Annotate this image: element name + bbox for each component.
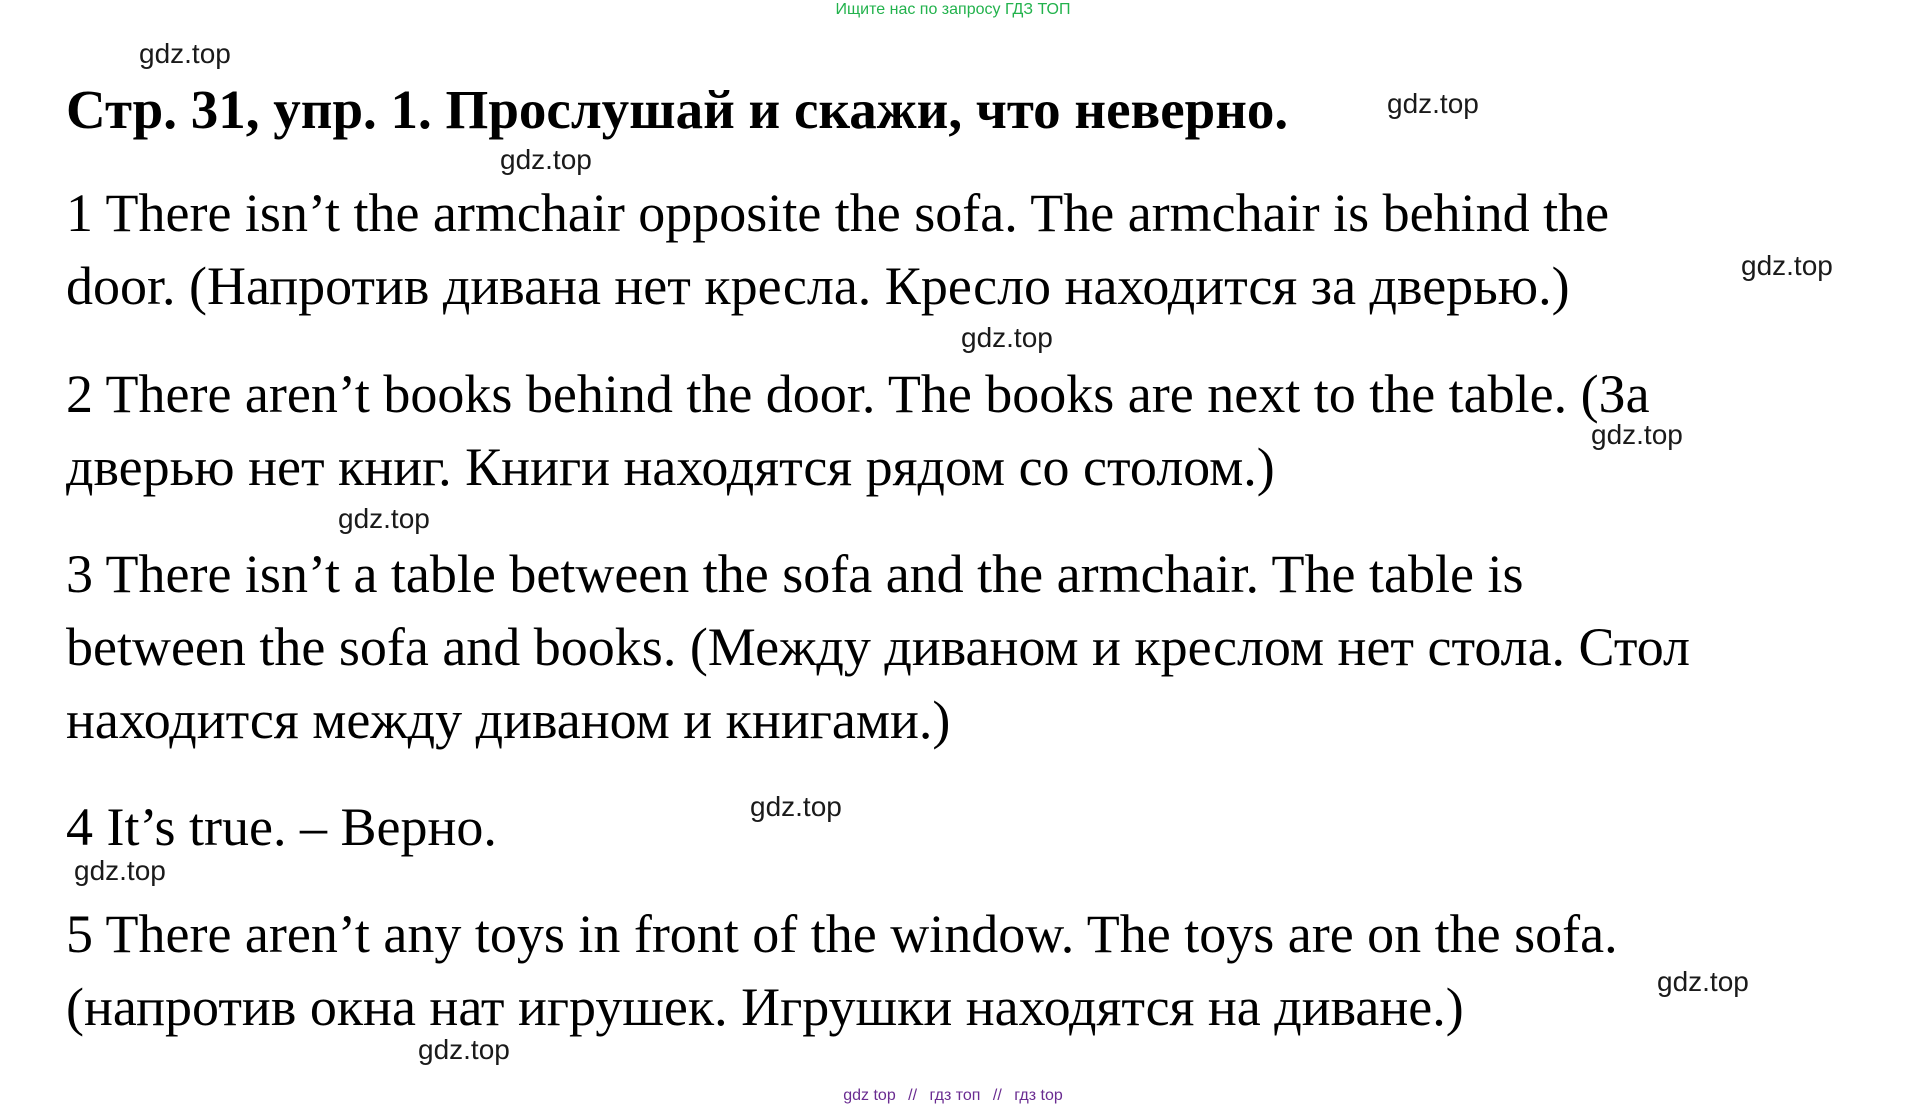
- footer-links: [0, 1087, 1906, 1105]
- answer-3-line-1: 3 There isn’t a table between the sofa and the armchair. The table is: [66, 544, 1524, 604]
- watermark: gdz.top: [1591, 419, 1683, 450]
- answer-2-line-1: 2 There aren’t books behind the door. The books are next to the table. (За: [66, 364, 1650, 424]
- answer-5: [66, 898, 1618, 1044]
- watermark: gdz.top: [74, 855, 166, 886]
- answer-1-line-2: door. (Напротив дивана нет кресла. Кресло находится за дверью.): [66, 256, 1570, 316]
- answer-3: [66, 538, 1690, 757]
- watermark: gdz.top: [1741, 250, 1833, 281]
- watermark: gdz.top: [961, 322, 1053, 353]
- answer-3-line-3: находится между диваном и книгами.): [66, 690, 951, 750]
- footer-link[interactable]: gdz top: [843, 1087, 896, 1104]
- answer-5-line-1: 5 There aren’t any toys in front of the window. The toys are on the sofa.: [66, 904, 1618, 964]
- answer-2: [66, 358, 1650, 504]
- page-title: Стр. 31, упр. 1. Прослушай и скажи, что неверно.: [66, 79, 1289, 140]
- watermark: gdz.top: [139, 38, 231, 69]
- answer-4: [66, 791, 497, 864]
- answer-2-line-2: дверью нет книг. Книги находятся рядом со столом.): [66, 437, 1275, 497]
- answer-5-line-2: (напротив окна нат игрушек. Игрушки находятся на диване.): [66, 977, 1464, 1037]
- watermark: gdz.top: [338, 503, 430, 534]
- footer-link[interactable]: гдз top: [1014, 1087, 1063, 1104]
- footer-separator: //: [908, 1087, 918, 1104]
- top-banner: Ищите нас по запросу ГДЗ ТОП: [835, 1, 1071, 18]
- answer-3-line-2: between the sofa and books. (Между диваном и креслом нет стола. Стол: [66, 617, 1690, 677]
- footer-link[interactable]: гдз топ: [929, 1087, 981, 1104]
- watermark: gdz.top: [1387, 88, 1479, 119]
- answer-1-line-1: 1 There isn’t the armchair opposite the sofa. The armchair is behind the: [66, 183, 1610, 243]
- footer-separator: //: [992, 1087, 1002, 1104]
- watermark: gdz.top: [418, 1034, 510, 1065]
- answer-1: [66, 177, 1609, 323]
- answer-4-line-1: 4 It’s true. – Верно.: [66, 797, 497, 857]
- watermark: gdz.top: [750, 791, 842, 822]
- watermark: gdz.top: [1657, 966, 1749, 997]
- watermark: gdz.top: [500, 144, 592, 175]
